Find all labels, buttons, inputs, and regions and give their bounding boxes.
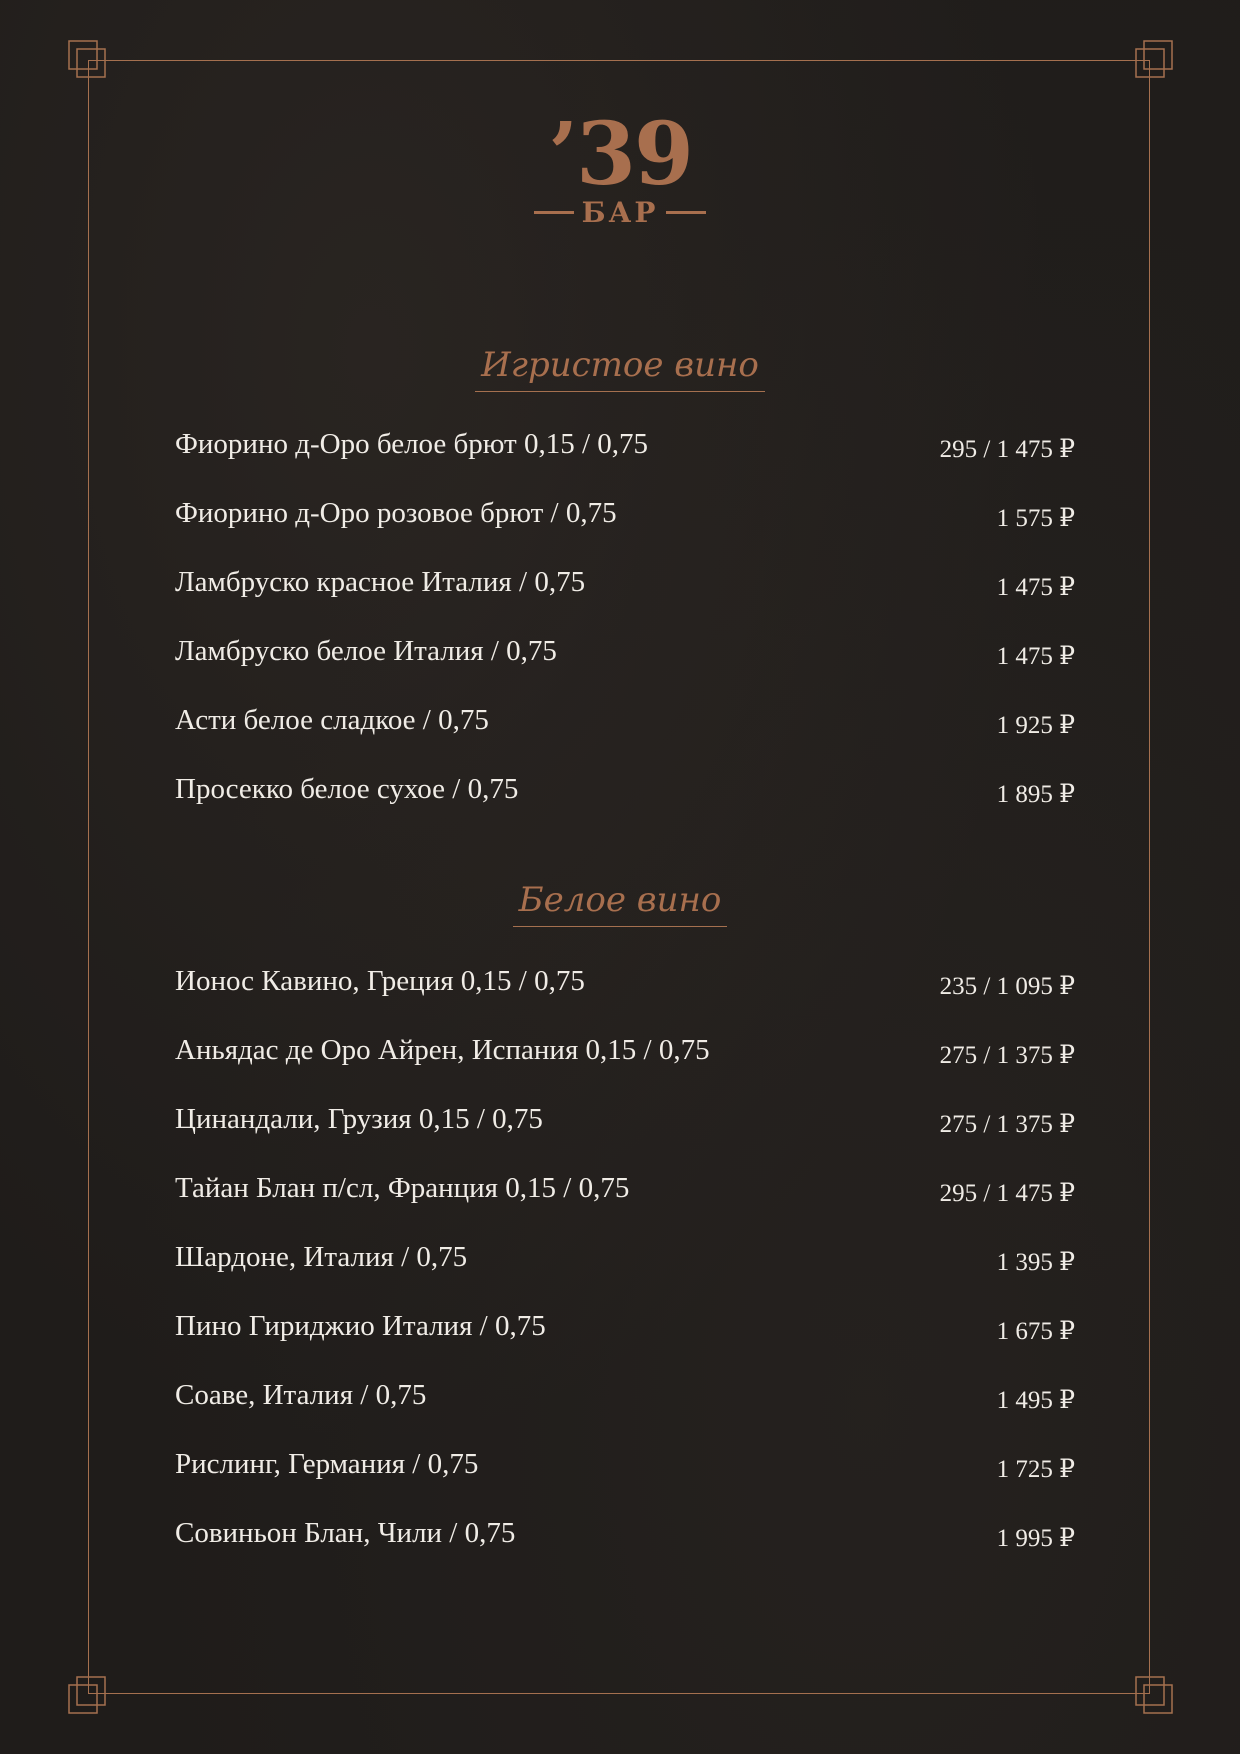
white-wine-list	[175, 965, 1075, 1586]
section-title-sparkling-wine	[0, 345, 1240, 392]
corner-ornament-top-right	[1135, 40, 1173, 78]
menu-item	[175, 1379, 1075, 1448]
menu-item	[175, 1172, 1075, 1241]
logo-subtitle-row	[500, 196, 740, 229]
item-price: 275 / 1 375 ₽	[939, 1042, 1075, 1069]
item-price: 1 895 ₽	[996, 781, 1075, 808]
item-price: 1 925 ₽	[996, 712, 1075, 739]
item-name: Ионос Кавино, Греция 0,15 / 0,75	[175, 965, 585, 997]
item-price: 1 675 ₽	[996, 1318, 1075, 1345]
menu-item	[175, 497, 1075, 566]
sparkling-wine-list	[175, 428, 1075, 842]
menu-item	[175, 1517, 1075, 1586]
corner-ornament-top-left	[68, 40, 106, 78]
menu-item	[175, 428, 1075, 497]
item-price: 235 / 1 095 ₽	[939, 973, 1075, 1000]
item-name: Соаве, Италия / 0,75	[175, 1379, 427, 1411]
section-title-white-wine	[0, 880, 1240, 927]
item-price: 1 475 ₽	[996, 643, 1075, 670]
item-price: 295 / 1 475 ₽	[939, 1180, 1075, 1207]
item-name: Совиньон Блан, Чили / 0,75	[175, 1517, 516, 1549]
item-name: Цинандали, Грузия 0,15 / 0,75	[175, 1103, 543, 1135]
logo-rule-left	[534, 211, 574, 214]
logo-subtitle: БАР	[581, 196, 659, 229]
item-name: Тайан Блан п/сл, Франция 0,15 / 0,75	[175, 1172, 630, 1204]
item-name: Шардоне, Италия / 0,75	[175, 1241, 468, 1273]
item-price: 275 / 1 375 ₽	[939, 1111, 1075, 1138]
section-title-text: Игристое вино	[475, 345, 765, 392]
logo-number: ’39	[548, 104, 692, 205]
menu-item	[175, 1310, 1075, 1379]
item-name: Фиорино д-Оро белое брют 0,15 / 0,75	[175, 428, 649, 460]
menu-item	[175, 773, 1075, 842]
menu-item	[175, 965, 1075, 1034]
item-name: Ламбруско красное Италия / 0,75	[175, 566, 586, 598]
menu-item	[175, 1448, 1075, 1517]
corner-ornament-bottom-right	[1135, 1676, 1173, 1714]
item-price: 1 495 ₽	[996, 1387, 1075, 1414]
item-price: 295 / 1 475 ₽	[939, 436, 1075, 463]
menu-item	[175, 1241, 1075, 1310]
item-name: Асти белое сладкое / 0,75	[175, 704, 489, 736]
item-name: Пино Гириджио Италия / 0,75	[175, 1310, 546, 1342]
item-name: Ламбруско белое Италия / 0,75	[175, 635, 557, 667]
logo-rule-right	[666, 211, 706, 214]
item-price: 1 395 ₽	[996, 1249, 1075, 1276]
menu-item	[175, 704, 1075, 773]
item-price: 1 995 ₽	[996, 1525, 1075, 1552]
item-name: Фиорино д-Оро розовое брют / 0,75	[175, 497, 617, 529]
item-name: Аньядас де Оро Айрен, Испания 0,15 / 0,75	[175, 1034, 710, 1066]
menu-item	[175, 1034, 1075, 1103]
menu-item	[175, 1103, 1075, 1172]
section-title-text: Белое вино	[513, 880, 728, 927]
item-price: 1 725 ₽	[996, 1456, 1075, 1483]
item-name: Просекко белое сухое / 0,75	[175, 773, 519, 805]
item-name: Рислинг, Германия / 0,75	[175, 1448, 479, 1480]
bar-logo	[500, 104, 740, 240]
menu-item	[175, 566, 1075, 635]
menu-item	[175, 635, 1075, 704]
item-price: 1 575 ₽	[996, 505, 1075, 532]
corner-ornament-bottom-left	[68, 1676, 106, 1714]
item-price: 1 475 ₽	[996, 574, 1075, 601]
